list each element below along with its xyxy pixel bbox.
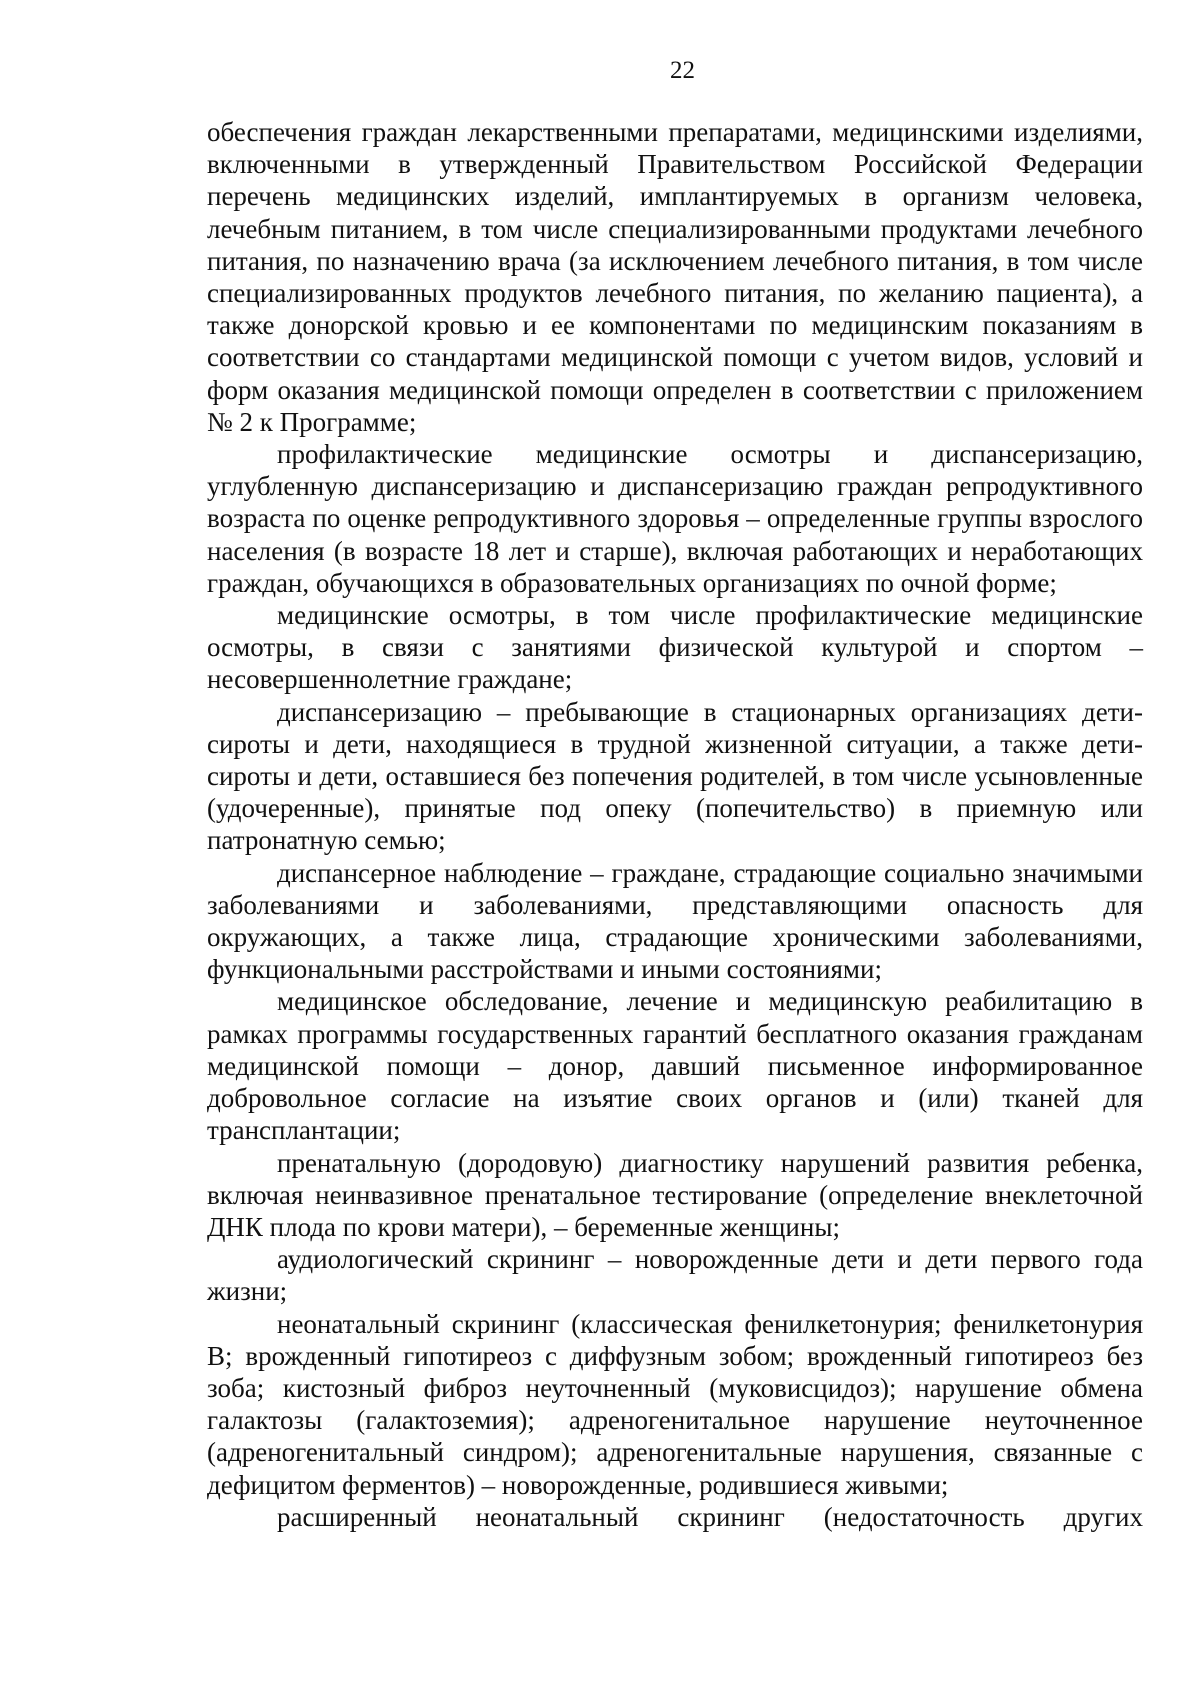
paragraph-neonatal-screening: неонатальный скрининг (классическая фенилкетонурия; фенилкетонурия B; врожденный гипотиреоз с диффузным зобом; врожденный гипотиреоз без зоба; кистозный фиброз неуточненный (муковисцидоз); нарушение обмена галактозы (галактоземия); адреногенитальное нарушение неуточненное (адреногенитальный синдром); адреногенитальные нарушения, связанные с дефицитом ферментов) – новорожденные, родившиеся живыми;: [207, 1308, 1143, 1500]
paragraph-orphans-dispensarization: диспансеризацию – пребывающие в стационарных организациях дети-сироты и дети, находящиеся в трудной жизненной ситуации, а также дети-сироты и дети, оставшиеся без попечения родителей, в том числе усыновленные (удочеренные), принятые под опеку (попечительство) в приемную или патронатную семью;: [207, 696, 1143, 856]
paragraph-audiological-screening: аудиологический скрининг – новорожденные дети и дети первого года жизни;: [207, 1244, 1143, 1307]
paragraph-prenatal-diagnostics: пренатальную (дородовую) диагностику нарушений развития ребенка, включая неинвазивное пренатальное тестирование (определение внеклеточной ДНК плода по крови матери), – беременные женщины;: [207, 1147, 1143, 1242]
paragraph-continuation: обеспечения граждан лекарственными препаратами, медицинскими изделиями, включенными в утвержденный Правительством Российской Федерации перечень медицинских изделий, имплантируемых в организм человека, лечебным питанием, в том числе специализированными продуктами лечебного питания, по назначению врача (за исключением лечебного питания, в том числе специализированных продуктов лечебного питания, по желанию пациента), а также донорской кровью и ее компонентами по медицинским показаниям в соответствии со стандартами медицинской помощи с учетом видов, условий и форм оказания медицинской помощи определен в соответствии с приложением № 2 к Программе;: [207, 117, 1143, 437]
paragraph-preventive-checkups: профилактические медицинские осмотры и диспансеризацию, углубленную диспансеризацию и диспансеризацию граждан репродуктивного возраста по оценке репродуктивного здоровья – определенные группы взрослого населения (в возрасте 18 лет и старше), включая работающих и неработающих граждан, обучающихся в образовательных организациях по очной форме;: [207, 439, 1143, 598]
page-number: 22: [670, 57, 695, 84]
document-body: [207, 116, 1143, 1533]
paragraph-medical-examinations-minors: медицинские осмотры, в том числе профилактические медицинские осмотры, в связи с занятиями физической культурой и спортом – несовершеннолетние граждане;: [207, 600, 1143, 695]
paragraph-extended-neonatal-screening: расширенный неонатальный скрининг (недостаточность других: [277, 1501, 1143, 1532]
paragraph-donor-examination: медицинское обследование, лечение и медицинскую реабилитацию в рамках программы государственных гарантий бесплатного оказания гражданам медицинской помощи – донор, давший письменное информированное добровольное согласие на изъятие своих органов и (или) тканей для трансплантации;: [207, 986, 1143, 1146]
paragraph-dispensary-observation: диспансерное наблюдение – граждане, страдающие социально значимыми заболеваниями и заболеваниями, представляющими опасность для окружающих, а также лица, страдающие хроническими заболеваниями, функциональными расстройствами и иными состояниями;: [207, 857, 1143, 985]
